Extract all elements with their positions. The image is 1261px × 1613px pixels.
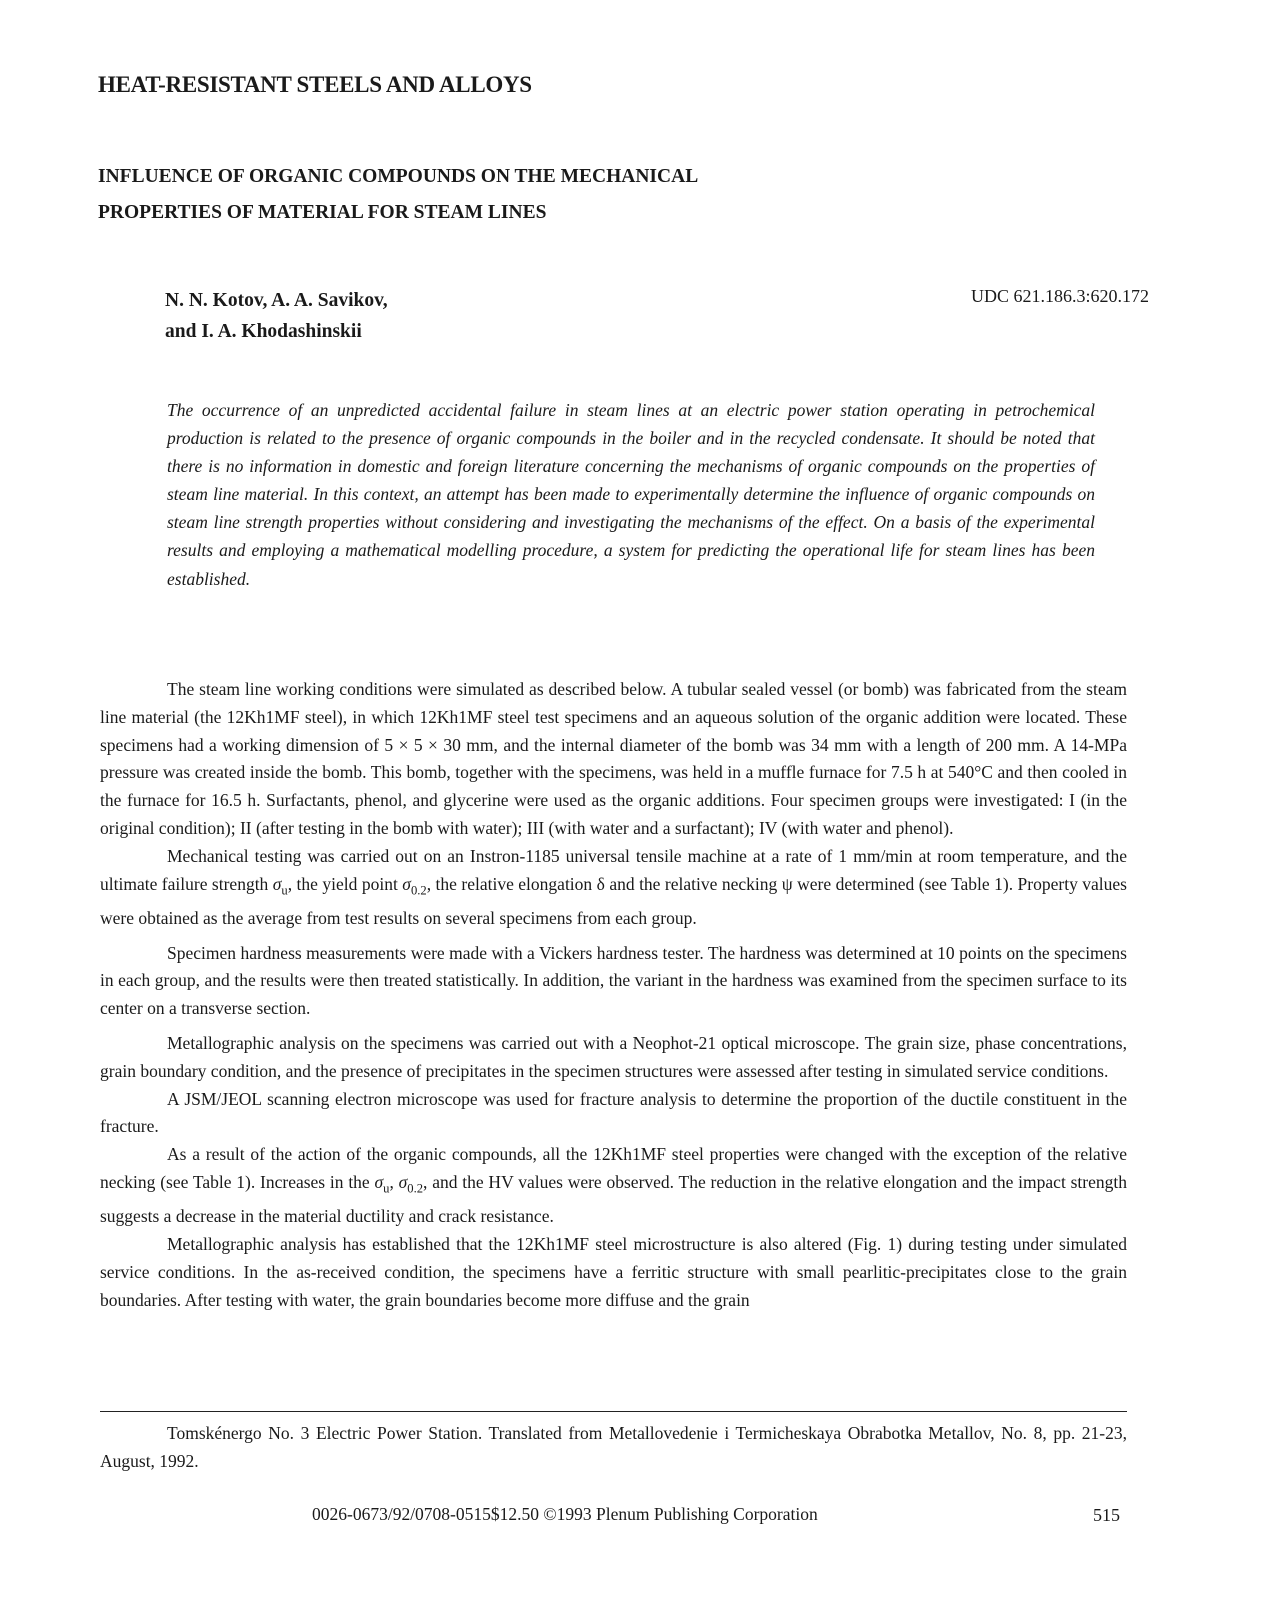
body-paragraph: Specimen hardness measurements were made with a Vickers hardness tester. The hardness was determined at 10 points on the specimens in each group, and the results were then treated statistically. In addition, the variant in the hardness was examined from the specimen surface to its center on a transverse section.	[100, 942, 1127, 1019]
sigma-symbol: σ	[272, 873, 282, 894]
body-paragraph: Mechanical testing was carried out on an Instron-1185 universal tensile machine at a rate of 1 mm/min at room temperature, and the ultimate failure strength $\sigma_u$, the yield point $\sigma_{0.2}$, the relative elongation δ and the relative necking ψ were determined (see Table 1). Property values were obtained as the average from test results on several specimens from each group.	[100, 845, 1127, 928]
sigma-symbol: σ	[374, 1172, 384, 1193]
article-title	[98, 159, 998, 231]
author-line: and I. A. Khodashinskii	[165, 321, 362, 342]
sigma-symbol: σ	[402, 873, 411, 894]
body-paragraph: Metallographic analysis on the specimens was carried out with a Neophot-21 optical microscope. The grain size, phase concentrations, grain boundary condition, and the presence of precipitates in the specimen structures were assessed after testing in simulated service conditions.	[100, 1033, 1127, 1081]
section-heading: HEAT-RESISTANT STEELS AND ALLOYS	[98, 72, 532, 97]
author-line: N. N. Kotov, A. A. Savikov,	[165, 290, 388, 311]
udc-code: UDC 621.186.3:620.172	[970, 286, 1149, 306]
body-paragraph: Metallographic analysis has established that the 12Kh1MF steel microstructure is also altered (Fig. 1) during testing under simulated service conditions. In the as-received condition, the specimens have a ferritic structure with small pearlitic-precipitates close to the grain boundaries. After testing with water, the grain boundaries become more diffuse and the grain	[100, 1234, 1127, 1310]
footnote-text: Tomskénergo No. 3 Electric Power Station. Translated from Metallovedenie i Termicheskaya Obrabotka Metallov, No. 8, pp. 21-23, August, 1992.	[100, 1423, 1127, 1471]
footnote-divider	[100, 1411, 1127, 1412]
abstract: The occurrence of an unpredicted accidental failure in steam lines at an electric power station operating in petrochemical production is related to the presence of organic compounds in the boiler and in the recycled condensate. It should be noted that there is no information in domestic and foreign literature concerning the mechanisms of organic compounds on the properties of steam line material. In this context, an attempt has been made to experimentally determine the influence of organic compounds on steam line strength properties without considering and investigating the mechanisms of the effect. On a basis of the experimental results and employing a mathematical modelling procedure, a system for predicting the operational life for steam lines has been established.	[167, 400, 1095, 589]
body-paragraph: The steam line working conditions were simulated as described below. A tubular sealed vessel (or bomb) was fabricated from the steam line material (the 12Kh1MF steel), in which 12Kh1MF steel test specimens and an aqueous solution of the organic addition were located. These specimens had a working dimension of 5 × 5 × 30 mm, and the internal diameter of the bomb was 34 mm with a length of 200 mm. A 14-MPa pressure was created inside the bomb. This bomb, together with the specimens, was held in a muffle furnace for 7.5 h at 540°C and then cooled in the furnace for 16.5 h. Surfactants, phenol, and glycerine were used as the organic additions. Four specimen groups were investigated: I (in the original condition); II (after testing in the bomb with water); III (with water and a surfactant); IV (with water and phenol).	[100, 679, 1127, 838]
page-number: 515	[1093, 1505, 1120, 1525]
author-list	[165, 285, 388, 347]
footnote	[100, 1419, 1127, 1475]
article-body	[100, 676, 1127, 1315]
title-line: PROPERTIES OF MATERIAL FOR STEAM LINES	[98, 202, 547, 223]
title-line: INFLUENCE OF ORGANIC COMPOUNDS ON THE MECHANICAL	[98, 166, 699, 187]
body-paragraph: As a result of the action of the organic compounds, all the 12Kh1MF steel properties were changed with the exception of the relative necking (see Table 1). Increases in the $\sigma_u$, $\sigma_{0.2}$, and the HV values were observed. The reduction in the relative elongation and the impact strength suggests a decrease in the material ductility and crack resistance.	[100, 1144, 1127, 1227]
copyright-line: 0026-0673/92/0708-0515$12.50 ©1993 Plenum Publishing Corporation	[312, 1504, 818, 1524]
sigma-symbol: σ	[398, 1172, 408, 1193]
body-paragraph: A JSM/JEOL scanning electron microscope was used for fracture analysis to determine the proportion of the ductile constituent in the fracture.	[100, 1088, 1127, 1137]
